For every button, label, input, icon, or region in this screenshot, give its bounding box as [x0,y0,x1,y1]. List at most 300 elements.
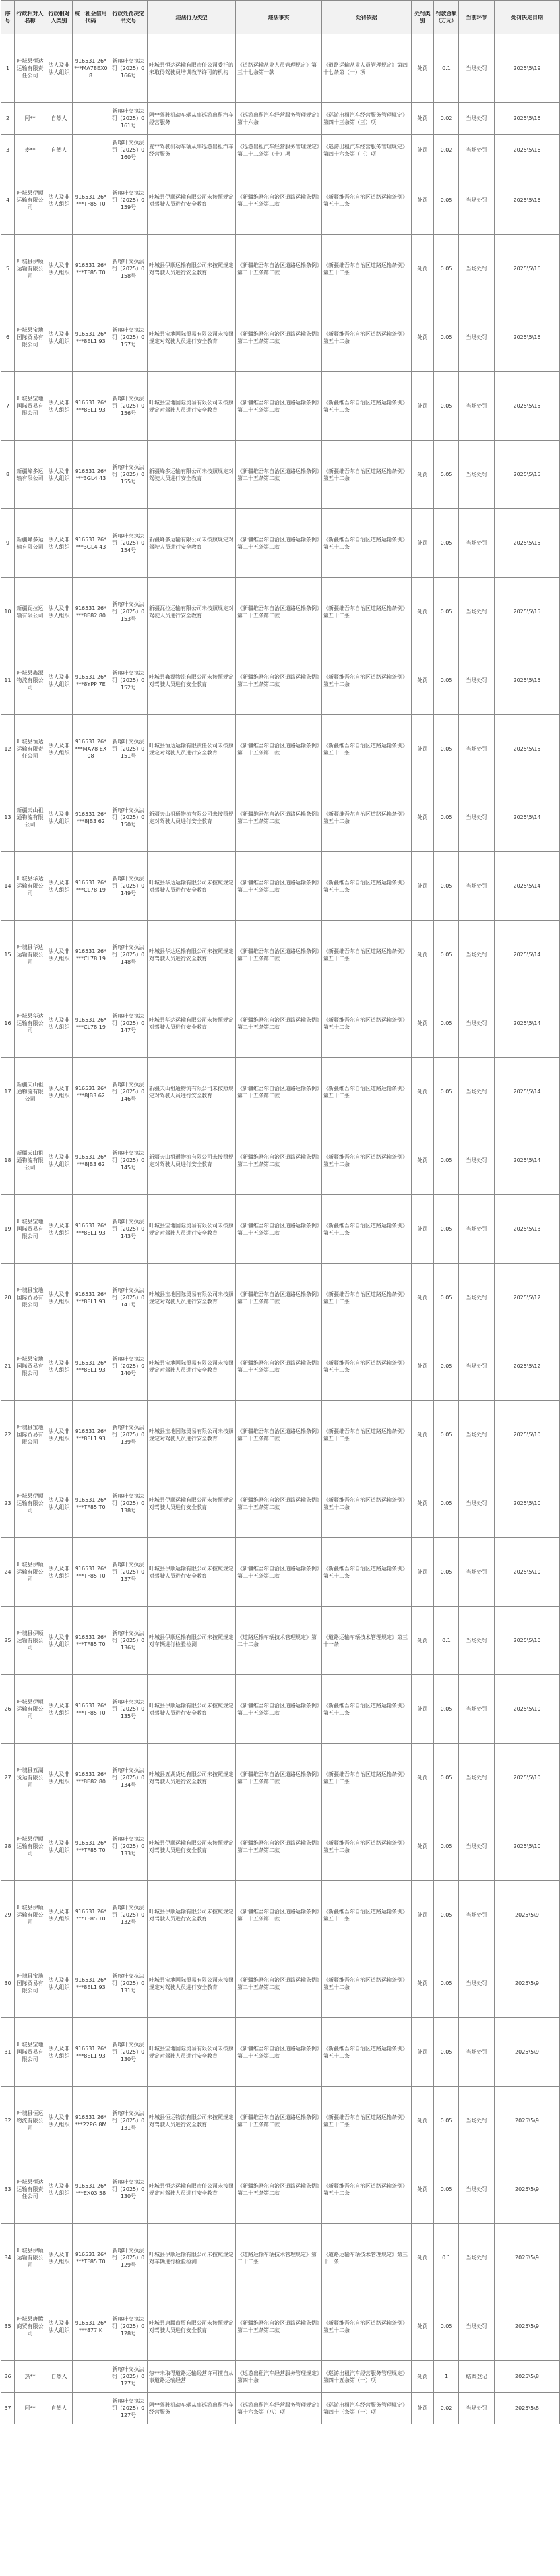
table-row [1,135,560,166]
header-type: 违法行为类型 [148,1,236,34]
cell-stage: 当场处罚 [459,103,495,135]
cell-amount: 0.1 [434,34,459,103]
cell-type: 新疆天山祖通物流有限公司未按照规定对驾驶人员进行安全教育 [148,1126,236,1195]
cell-code: 916531 26****TF85 T0 [73,235,109,303]
cell-category: 法人及非法人组织 [46,1949,73,2018]
cell-category: 法人及非法人组织 [46,1195,73,1264]
cell-doc: 新喀叶交执法罚（2025）0148号 [109,921,148,989]
cell-basis: 《新疆维吾尔自治区道路运输条例》第五十二条 [322,2155,412,2224]
cell-type: 叶城县宝地国际贸易有限公司未按照规定对驾驶人员进行安全教育 [148,372,236,441]
cell-kind: 处罚 [412,1881,434,1949]
cell-basis: 《新疆维吾尔自治区道路运输条例》第五十二条 [322,303,412,372]
header-category: 行政相对人类别 [46,1,73,34]
cell-name: 阿** [15,103,46,135]
cell-category: 自然人 [46,135,73,166]
cell-category: 法人及非法人组织 [46,989,73,1058]
cell-category: 自然人 [46,103,73,135]
cell-stage: 当场处罚 [459,2224,495,2292]
cell-amount: 0.05 [434,1538,459,1607]
header-name: 行政相对人名称 [15,1,46,34]
cell-stage: 当场处罚 [459,166,495,235]
table-row [1,2087,560,2155]
cell-stage: 当场处罚 [459,1881,495,1949]
cell-category: 法人及非法人组织 [46,1607,73,1675]
cell-stage: 当场处罚 [459,1744,495,1812]
cell-fact: 《新疆维吾尔自治区道路运输条例》第二十五条第二款 [236,1058,322,1126]
cell-type: 阿**驾驶机动车辆从事巡游出租汽车经营服务 [148,103,236,135]
cell-fact: 《新疆维吾尔自治区道路运输条例》第二十五条第二款 [236,989,322,1058]
cell-code [73,2393,109,2424]
cell-doc: 新喀叶交执法罚（2025）0131号 [109,2087,148,2155]
cell-basis: 《新疆维吾尔自治区道路运输条例》第五十二条 [322,1949,412,2018]
cell-date: 2025\5\15 [495,578,560,646]
cell-kind: 处罚 [412,2361,434,2393]
table-row [1,441,560,509]
cell-no: 36 [1,2361,15,2393]
cell-doc: 新喀叶交执法罚（2025）0138号 [109,1469,148,1538]
cell-amount: 0.05 [434,2018,459,2087]
cell-category: 法人及非法人组织 [46,646,73,715]
table-row [1,1195,560,1264]
cell-code: 916531 26****CL78 19 [73,989,109,1058]
cell-type: 叶城县伊顺运输有限公司未按照规定对驾驶人员进行安全教育 [148,1469,236,1538]
cell-kind: 处罚 [412,1607,434,1675]
cell-code: 916531 26****8JB3 62 [73,1058,109,1126]
header-kind: 处罚类别 [412,1,434,34]
cell-basis: 《新疆维吾尔自治区道路运输条例》第五十二条 [322,1675,412,1744]
cell-basis: 《新疆维吾尔自治区道路运输条例》第五十二条 [322,646,412,715]
cell-doc: 新喀叶交执法罚（2025）0136号 [109,1607,148,1675]
cell-date: 2025\5\9 [495,2087,560,2155]
cell-stage: 当场处罚 [459,2393,495,2424]
table-row [1,921,560,989]
cell-date: 2025\5\16 [495,135,560,166]
cell-code: 916531 26****TF85 T0 [73,166,109,235]
cell-name: 新疆峰多运输有限公司 [15,509,46,578]
cell-amount: 0.02 [434,2393,459,2424]
table-row [1,2018,560,2087]
cell-type: 叶城县伊顺运输有限公司未按照规定对车辆进行检验检测 [148,2224,236,2292]
cell-basis: 《新疆维吾尔自治区道路运输条例》第五十二条 [322,509,412,578]
cell-basis: 《巡游出租汽车经营服务管理规定》第四十三条第（一）项 [322,2393,412,2424]
table-row [1,2292,560,2361]
cell-no: 31 [1,2018,15,2087]
cell-no: 35 [1,2292,15,2361]
cell-code: 916531 26****8EL1 93 [73,1332,109,1401]
cell-category: 自然人 [46,2393,73,2424]
cell-type: 叶城县伊顺运输有限公司未按照规定对驾驶人员进行安全教育 [148,166,236,235]
cell-code: 916531 26****TF85 T0 [73,1469,109,1538]
cell-fact: 《新疆维吾尔自治区道路运输条例》第二十五条第二款 [236,646,322,715]
cell-fact: 《新疆维吾尔自治区道路运输条例》第二十五条第二款 [236,783,322,852]
cell-name: 叶城县宝地国际贸易有限公司 [15,2018,46,2087]
cell-type: 叶城县伊顺运输有限公司未按照规定对驾驶人员进行安全教育 [148,1675,236,1744]
cell-name: 叶城县华达运输有限公司 [15,921,46,989]
cell-doc: 新喀叶交执法罚（2025）0129号 [109,2224,148,2292]
cell-name: 叶城县伊顺运输有限公司 [15,1675,46,1744]
cell-amount: 0.1 [434,2224,459,2292]
cell-amount: 0.05 [434,1949,459,2018]
cell-basis: 《新疆维吾尔自治区道路运输条例》第五十二条 [322,1881,412,1949]
cell-date: 2025\5\12 [495,1332,560,1401]
cell-fact: 《新疆维吾尔自治区道路运输条例》第二十五条第二款 [236,2292,322,2361]
penalty-table [1,0,560,2424]
cell-doc: 新喀叶交执法罚（2025）0132号 [109,1881,148,1949]
cell-type: 叶城县宝地国际贸易有限公司未按照规定对驾驶人员进行安全教育 [148,1195,236,1264]
table-row [1,166,560,235]
cell-code: 916531 26****8EL1 93 [73,372,109,441]
cell-no: 14 [1,852,15,921]
cell-basis: 《新疆维吾尔自治区道路运输条例》第五十二条 [322,1812,412,1881]
cell-stage: 当场处罚 [459,783,495,852]
cell-date: 2025\5\13 [495,1195,560,1264]
cell-date: 2025\5\16 [495,235,560,303]
cell-amount: 0.05 [434,166,459,235]
cell-amount: 0.05 [434,715,459,783]
cell-kind: 处罚 [412,1058,434,1126]
cell-date: 2025\5\10 [495,1538,560,1607]
cell-amount: 0.05 [434,1058,459,1126]
cell-amount: 0.05 [434,1744,459,1812]
cell-fact: 《新疆维吾尔自治区道路运输条例》第二十五条第二款 [236,1195,322,1264]
cell-code: 916531 26****22PG 8M [73,2087,109,2155]
cell-amount: 0.05 [434,2087,459,2155]
cell-type: 叶城县五湖货运有限公司未按照规定对驾驶人员进行安全教育 [148,1744,236,1812]
cell-kind: 处罚 [412,1469,434,1538]
cell-type: 叶城县华达运输有限公司未按照规定对驾驶人员进行安全教育 [148,989,236,1058]
cell-stage: 当场处罚 [459,1126,495,1195]
cell-basis: 《新疆维吾尔自治区道路运输条例》第五十二条 [322,852,412,921]
table-body [1,34,560,2424]
cell-type: 新疆峰多运输有限公司未按照规定对驾驶人员进行安全教育 [148,441,236,509]
cell-code: 916531 26****8EL1 93 [73,1195,109,1264]
cell-category: 法人及非法人组织 [46,166,73,235]
cell-doc: 新喀叶交执法罚（2025）0153号 [109,578,148,646]
cell-kind: 处罚 [412,1949,434,2018]
cell-kind: 处罚 [412,135,434,166]
cell-type: 叶城县华达运输有限公司未按照规定对驾驶人员进行安全教育 [148,921,236,989]
cell-no: 19 [1,1195,15,1264]
cell-date: 2025\5\14 [495,783,560,852]
cell-kind: 处罚 [412,34,434,103]
cell-code: 916531 26****8JB3 62 [73,783,109,852]
table-row [1,646,560,715]
cell-fact: 《新疆维吾尔自治区道路运输条例》第二十五条第二款 [236,441,322,509]
cell-no: 25 [1,1607,15,1675]
cell-code: 916531 26****TF85 T0 [73,1607,109,1675]
cell-doc: 新喀叶交执法罚（2025）0140号 [109,1332,148,1401]
cell-category: 法人及非法人组织 [46,1058,73,1126]
cell-basis: 《新疆维吾尔自治区道路运输条例》第五十二条 [322,2018,412,2087]
cell-name: 叶城县伊顺运输有限公司 [15,1812,46,1881]
cell-no: 28 [1,1812,15,1881]
cell-basis: 《新疆维吾尔自治区道路运输条例》第五十二条 [322,1332,412,1401]
cell-category: 法人及非法人组织 [46,1744,73,1812]
cell-kind: 处罚 [412,2292,434,2361]
cell-date: 2025\5\9 [495,2018,560,2087]
table-row [1,372,560,441]
table-row [1,783,560,852]
cell-no: 21 [1,1332,15,1401]
cell-category: 法人及非法人组织 [46,1812,73,1881]
cell-date: 2025\5\9 [495,1881,560,1949]
cell-no: 11 [1,646,15,715]
cell-category: 法人及非法人组织 [46,2087,73,2155]
cell-name: 叶城县宝地国际贸易有限公司 [15,1195,46,1264]
cell-fact: 《新疆维吾尔自治区道路运输条例》第二十五条第二款 [236,1126,322,1195]
cell-no: 32 [1,2087,15,2155]
cell-amount: 0.05 [434,441,459,509]
cell-kind: 处罚 [412,715,434,783]
cell-doc: 新喀叶交执法罚（2025）0131号 [109,1949,148,2018]
cell-kind: 处罚 [412,1264,434,1332]
cell-amount: 0.05 [434,1126,459,1195]
cell-code: 916531 26****TF85 T0 [73,1538,109,1607]
cell-stage: 当场处罚 [459,1264,495,1332]
table-row [1,1469,560,1538]
cell-name: 叶城县恒运物流有限公司 [15,2087,46,2155]
table-row [1,235,560,303]
cell-basis: 《巡游出租汽车经营服务管理规定》第四十五条第（一）项 [322,2361,412,2393]
cell-category: 法人及非法人组织 [46,1538,73,1607]
cell-no: 1 [1,34,15,103]
cell-amount: 0.05 [434,1675,459,1744]
cell-basis: 《新疆维吾尔自治区道路运输条例》第五十二条 [322,783,412,852]
header-doc: 行政处罚决定书文号 [109,1,148,34]
cell-kind: 处罚 [412,1332,434,1401]
table-row [1,1126,560,1195]
cell-date: 2025\5\9 [495,2224,560,2292]
cell-doc: 新喀叶交执法罚（2025）0152号 [109,646,148,715]
cell-basis: 《新疆维吾尔自治区道路运输条例》第五十二条 [322,235,412,303]
cell-amount: 1 [434,2361,459,2393]
cell-name: 热** [15,2361,46,2393]
cell-fact: 《道路运输车辆技术管理规定》第二十二条 [236,1607,322,1675]
table-row [1,1607,560,1675]
cell-doc: 新喀叶交执法罚（2025）0146号 [109,1058,148,1126]
cell-amount: 0.05 [434,578,459,646]
cell-doc: 新喀叶交执法罚（2025）0127号 [109,2393,148,2424]
cell-basis: 《巡游出租汽车经营服务管理规定》第四十三条第（三）项 [322,103,412,135]
table-row [1,1401,560,1469]
table-row [1,303,560,372]
cell-code: 916531 26****8E82 80 [73,1744,109,1812]
cell-doc: 新喀叶交执法罚（2025）0145号 [109,1126,148,1195]
cell-date: 2025\5\16 [495,303,560,372]
cell-fact: 《道路运输车辆技术管理规定》第二十二条 [236,2224,322,2292]
cell-fact: 《新疆维吾尔自治区道路运输条例》第二十五条第二款 [236,921,322,989]
cell-stage: 当场处罚 [459,578,495,646]
cell-amount: 0.05 [434,646,459,715]
cell-stage: 当场处罚 [459,989,495,1058]
cell-no: 18 [1,1126,15,1195]
cell-kind: 处罚 [412,2224,434,2292]
cell-stage: 当场处罚 [459,1058,495,1126]
cell-name: 叶城县伊顺运输有限公司 [15,235,46,303]
cell-stage: 当场处罚 [459,2292,495,2361]
cell-basis: 《道路运输车辆技术管理规定》第三十一条 [322,1607,412,1675]
cell-date: 2025\5\14 [495,852,560,921]
cell-date: 2025\5\10 [495,1675,560,1744]
cell-type: 热**未取得道路运输经营许可擅自从事道路运输经营 [148,2361,236,2393]
cell-stage: 当场处罚 [459,1949,495,2018]
cell-name: 新疆天山祖通物流有限公司 [15,1126,46,1195]
cell-basis: 《新疆维吾尔自治区道路运输条例》第五十二条 [322,921,412,989]
cell-kind: 处罚 [412,2018,434,2087]
cell-code: 916531 26****8JB3 62 [73,1126,109,1195]
cell-category: 法人及非法人组织 [46,2155,73,2224]
cell-kind: 处罚 [412,509,434,578]
cell-fact: 《新疆维吾尔自治区道路运输条例》第二十五条第二款 [236,1401,322,1469]
cell-name: 叶城县宝地国际贸易有限公司 [15,1949,46,2018]
cell-fact: 《巡游出租汽车经营服务管理规定》第四十条 [236,2361,322,2393]
cell-amount: 0.05 [434,372,459,441]
cell-category: 法人及非法人组织 [46,1126,73,1195]
cell-category: 法人及非法人组织 [46,34,73,103]
cell-name: 叶城县恒达运输有限责任公司 [15,715,46,783]
cell-category: 法人及非法人组织 [46,1401,73,1469]
cell-kind: 处罚 [412,1538,434,1607]
cell-name: 叶城县伊顺运输有限公司 [15,1538,46,1607]
cell-name: 叶城县宝地国际贸易有限公司 [15,303,46,372]
cell-code: 916531 26****TF85 T0 [73,1812,109,1881]
cell-type: 新疆天山祖通物流有限公司未按照规定对驾驶人员进行安全教育 [148,1058,236,1126]
cell-category: 法人及非法人组织 [46,441,73,509]
cell-basis: 《道路运输从业人员管理规定》第四十七条第（一）项 [322,34,412,103]
cell-kind: 处罚 [412,1812,434,1881]
cell-no: 22 [1,1401,15,1469]
cell-type: 叶城县恒达运输有限责任公司未按照规定对驾驶人员进行安全教育 [148,2155,236,2224]
cell-type: 叶城县伊顺运输有限公司未按照规定对驾驶人员进行安全教育 [148,1881,236,1949]
cell-amount: 0.05 [434,1401,459,1469]
cell-amount: 0.1 [434,1607,459,1675]
cell-date: 2025\5\15 [495,715,560,783]
cell-stage: 当场处罚 [459,1675,495,1744]
cell-category: 法人及非法人组织 [46,1264,73,1332]
cell-stage: 当场处罚 [459,441,495,509]
cell-doc: 新喀叶交执法罚（2025）0160号 [109,135,148,166]
cell-doc: 新喀叶交执法罚（2025）0159号 [109,166,148,235]
cell-fact: 《新疆维吾尔自治区道路运输条例》第二十五条第二款 [236,372,322,441]
cell-kind: 处罚 [412,2393,434,2424]
cell-category: 法人及非法人组织 [46,372,73,441]
cell-date: 2025\5\15 [495,441,560,509]
cell-amount: 0.05 [434,235,459,303]
cell-date: 2025\5\16 [495,166,560,235]
cell-amount: 0.05 [434,1469,459,1538]
cell-type: 叶城县宝地国际贸易有限公司未按照规定对驾驶人员进行安全教育 [148,1949,236,2018]
cell-code: 916531 26****MA78EX08 [73,34,109,103]
cell-code: 916531 26****TF85 T0 [73,1881,109,1949]
cell-date: 2025\5\8 [495,2361,560,2393]
cell-basis: 《新疆维吾尔自治区道路运输条例》第五十二条 [322,2087,412,2155]
cell-stage: 当场处罚 [459,2155,495,2224]
cell-type: 叶城县宝地国际贸易有限公司未按照规定对驾驶人员进行安全教育 [148,303,236,372]
cell-basis: 《新疆维吾尔自治区道路运输条例》第五十二条 [322,715,412,783]
cell-name: 叶城县恒达运输有限责任公司 [15,34,46,103]
cell-type: 叶城县伊顺运输有限公司未按照规定对驾驶人员进行安全教育 [148,235,236,303]
cell-basis: 《新疆维吾尔自治区道路运输条例》第五十二条 [322,1469,412,1538]
cell-code: 916531 26****8EL1 93 [73,1949,109,2018]
cell-code: 916531 26****CL78 19 [73,852,109,921]
cell-code: 916531 26****8E82 80 [73,578,109,646]
cell-amount: 0.05 [434,303,459,372]
cell-doc: 新喀叶交执法罚（2025）0130号 [109,2155,148,2224]
cell-date: 2025\5\15 [495,646,560,715]
cell-code: 916531 26****8EL1 93 [73,1264,109,1332]
cell-type: 麦**驾驶机动车辆从事巡游出租汽车经营服务 [148,135,236,166]
cell-type: 叶城县伊顺运输有限公司未按照规定对驾驶人员进行安全教育 [148,1812,236,1881]
cell-stage: 当场处罚 [459,1812,495,1881]
cell-amount: 0.05 [434,1881,459,1949]
cell-kind: 处罚 [412,372,434,441]
cell-no: 3 [1,135,15,166]
cell-stage: 当场处罚 [459,135,495,166]
table-row [1,2224,560,2292]
cell-fact: 《新疆维吾尔自治区道路运输条例》第二十五条第二款 [236,1538,322,1607]
header-code: 统一社会信用代码 [73,1,109,34]
cell-kind: 处罚 [412,1675,434,1744]
cell-doc: 新喀叶交执法罚（2025）0158号 [109,235,148,303]
cell-kind: 处罚 [412,921,434,989]
cell-amount: 0.05 [434,783,459,852]
cell-basis: 《新疆维吾尔自治区道路运输条例》第五十二条 [322,578,412,646]
cell-fact: 《新疆维吾尔自治区道路运输条例》第二十五条第二款 [236,2087,322,2155]
cell-date: 2025\5\10 [495,1607,560,1675]
cell-code [73,103,109,135]
cell-name: 新疆峰多运输有限公司 [15,441,46,509]
cell-no: 9 [1,509,15,578]
cell-no: 20 [1,1264,15,1332]
table-row [1,1949,560,2018]
cell-name: 叶城县伊顺运输有限公司 [15,1607,46,1675]
cell-code: 916531 26****EX03 58 [73,2155,109,2224]
cell-category: 法人及非法人组织 [46,2018,73,2087]
cell-basis: 《新疆维吾尔自治区道路运输条例》第五十二条 [322,1126,412,1195]
cell-kind: 处罚 [412,303,434,372]
cell-stage: 当场处罚 [459,1538,495,1607]
cell-code: 916531 26****8EL1 93 [73,1401,109,1469]
cell-type: 新疆瓦拉运输有限公司未按照规定对驾驶人员进行安全教育 [148,578,236,646]
cell-fact: 《新疆维吾尔自治区道路运输条例》第二十五条第二款 [236,1332,322,1401]
cell-type: 叶城县恒运物流有限公司未按照规定对驾驶人员进行安全教育 [148,2087,236,2155]
table-row [1,715,560,783]
cell-date: 2025\5\14 [495,1126,560,1195]
cell-amount: 0.05 [434,1812,459,1881]
cell-code: 916531 26****TF85 T0 [73,1675,109,1744]
cell-no: 13 [1,783,15,852]
cell-fact: 《新疆维吾尔自治区道路运输条例》第二十五条第二款 [236,578,322,646]
cell-category: 法人及非法人组织 [46,1469,73,1538]
cell-type: 叶城县恒达运输有限责任公司未按照规定对驾驶人员进行安全教育 [148,715,236,783]
cell-date: 2025\5\16 [495,103,560,135]
cell-doc: 新喀叶交执法罚（2025）0143号 [109,1195,148,1264]
cell-no: 15 [1,921,15,989]
cell-date: 2025\5\10 [495,1744,560,1812]
cell-amount: 0.05 [434,921,459,989]
cell-kind: 处罚 [412,166,434,235]
cell-amount: 0.02 [434,135,459,166]
header-amount: 罚款金额（万元） [434,1,459,34]
cell-basis: 《新疆维吾尔自治区道路运输条例》第五十二条 [322,372,412,441]
table-row [1,509,560,578]
table-row [1,1881,560,1949]
cell-name: 叶城县宝地国际贸易有限公司 [15,1332,46,1401]
cell-type: 新疆峰多运输有限公司未按照规定对驾驶人员进行安全教育 [148,509,236,578]
cell-category: 法人及非法人组织 [46,578,73,646]
cell-category: 法人及非法人组织 [46,303,73,372]
cell-fact: 《新疆维吾尔自治区道路运输条例》第二十五条第二款 [236,1949,322,2018]
